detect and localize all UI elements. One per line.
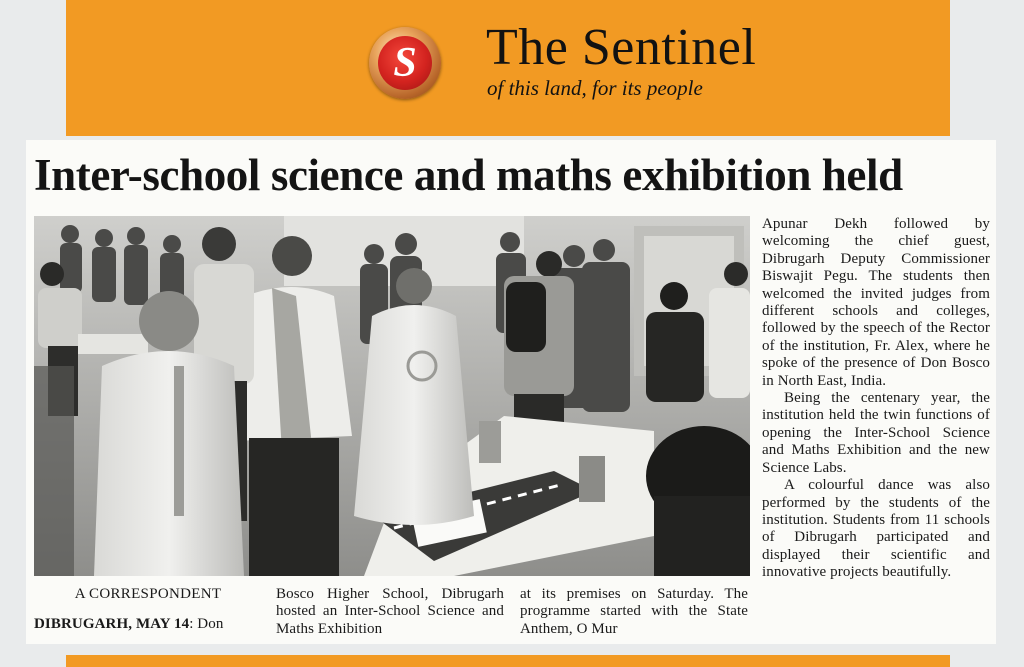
exhibition-photo-illustration bbox=[34, 216, 750, 576]
logo-letter: S bbox=[393, 40, 417, 86]
masthead bbox=[66, 0, 950, 136]
article-column-4 bbox=[762, 216, 990, 582]
newspaper-tagline: of this land, for its people bbox=[487, 76, 703, 100]
article-column-3: at its premises on Saturday. The programme started with the State Anthem, O Mur bbox=[520, 586, 748, 637]
article-paragraph: Being the centenary year, the institution held the twin functions of opening the Inter-School Science and Maths Exhibition and the new Science Labs. bbox=[762, 390, 990, 476]
sentinel-logo-icon bbox=[369, 27, 441, 99]
article-column-1 bbox=[34, 586, 262, 634]
article-paragraph: A colourful dance was also performed by the students of the institution. Students from 11 schools of Dibrugarh participated and displayed their scientific and innovative projects beautifully. bbox=[762, 477, 990, 581]
newspaper-title: The Sentinel bbox=[486, 19, 757, 76]
article-paragraph: Apunar Dekh followed by welcoming the chief guest, Dibrugarh Deputy Commissioner Biswajit Pegu. The students then welcomed the invited judges from different schools and colleges, followed by the speech of the Rector of the institution, Fr. Alex, where he spoke of the presence of Don Bosco in North East, India. bbox=[762, 216, 990, 389]
bottom-brand-bar bbox=[66, 655, 950, 667]
article-headline: Inter-school science and maths exhibition held bbox=[34, 150, 903, 200]
article-column-2: Bosco Higher School, Dibrugarh hosted an Inter-School Science and Maths Exhibition bbox=[276, 586, 504, 637]
article-lead-text: : Don bbox=[189, 616, 224, 633]
article-photo bbox=[34, 216, 750, 576]
article-dateline: DIBRUGARH, MAY 14 bbox=[34, 616, 190, 633]
logo-emblem bbox=[378, 36, 432, 90]
article-byline: A CORRESPONDENT bbox=[74, 586, 222, 602]
